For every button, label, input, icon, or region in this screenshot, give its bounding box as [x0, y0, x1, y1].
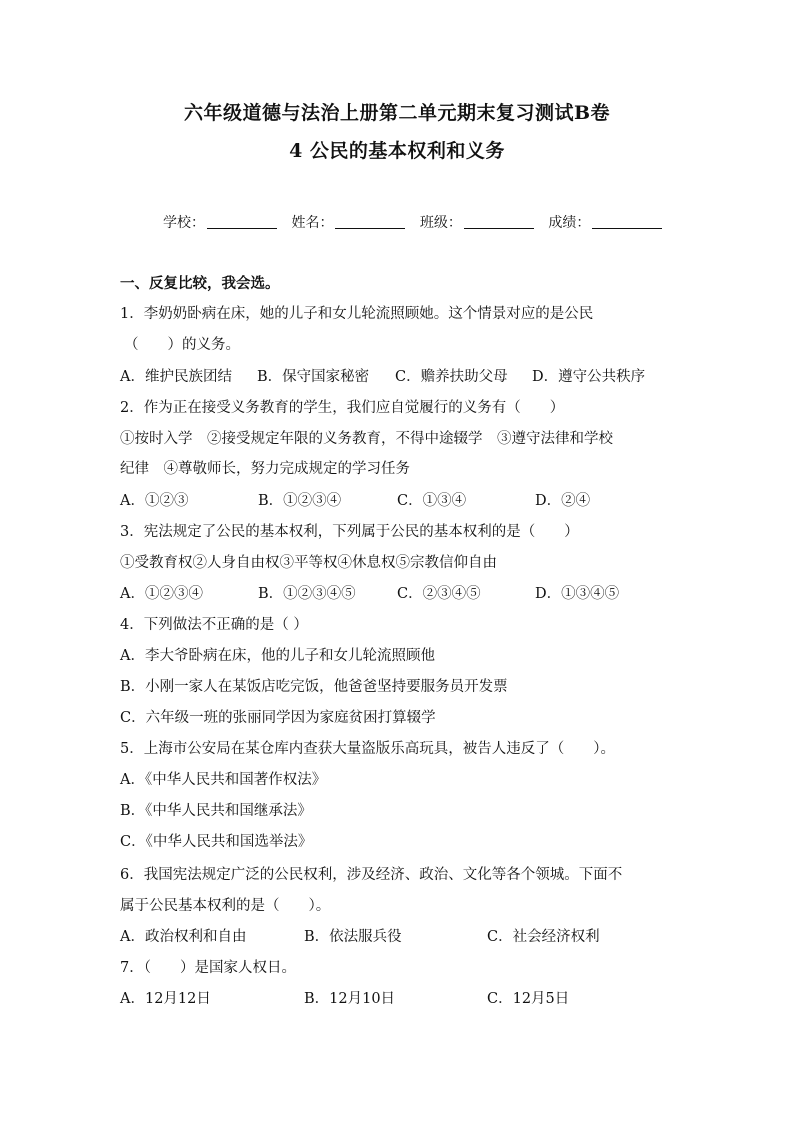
q7-stem: 7．（ ）是国家人权日。 [120, 960, 296, 976]
q2-option-b: B．①②③④ [258, 493, 342, 509]
q1-stem: 1．李奶奶卧病在床，她的儿子和女儿轮流照顾她。这个情景对应的是公民 [120, 306, 594, 322]
name-blank [335, 214, 405, 229]
q6-option-a: A．政治权利和自由 [120, 929, 247, 945]
class-field: 班级： [420, 212, 534, 232]
q6-stem: 6．我国宪法规定广泛的公民权利，涉及经济、政治、文化等各个领城。下面不 [120, 867, 623, 883]
q7-option-b: B．12月10日 [304, 991, 396, 1007]
q4-stem: 4．下列做法不正确的是（ ） [120, 617, 308, 633]
page-subtitle: 4 公民的基本权利和义务 [289, 140, 505, 162]
score-field: 成绩： [548, 212, 662, 232]
school-field: 学校： [163, 212, 277, 232]
q3-option-d: D．①③④⑤ [535, 586, 620, 602]
student-info-row [163, 212, 672, 232]
score-blank [592, 214, 662, 229]
q3-option-a: A．①②③④ [120, 586, 203, 602]
q3-option-b: B．①②③④⑤ [258, 586, 356, 602]
q5-option-a: A．《中华人民共和国著作权法》 [120, 772, 327, 788]
q1-option-c: C．赡养扶助父母 [395, 369, 508, 385]
q2-option-c: C．①③④ [397, 493, 467, 509]
q7-option-c: C．12月5日 [487, 991, 570, 1007]
q3-stem: 3．宪法规定了公民的基本权利，下列属于公民的基本权利的是（ ） [120, 524, 579, 540]
class-blank [464, 214, 534, 229]
q7-option-a: A．12月12日 [120, 991, 211, 1007]
q4-option-c: C．六年级一班的张丽同学因为家庭贫困打算辍学 [120, 710, 436, 726]
q7-options [120, 987, 569, 1008]
q1-stem-cont: （ ）的义务。 [124, 337, 240, 353]
q2-stem-cont2: 纪律 ④尊敬师长，努力完成规定的学习任务 [120, 461, 410, 477]
school-blank [207, 214, 277, 229]
q2-stem: 2．作为正在接受义务教育的学生，我们应自觉履行的义务有（ ） [120, 400, 565, 416]
q4-option-b: B．小刚一家人在某饭店吃完饭，他爸爸坚持要服务员开发票 [120, 679, 508, 695]
q6-option-b: B．依法服兵役 [304, 929, 402, 945]
q6-stem-cont: 属于公民基本权利的是（ ）。 [120, 898, 331, 914]
q2-option-d: D．②④ [535, 493, 591, 509]
q2-stem-cont: ①按时入学 ②接受规定年限的义务教育，不得中途辍学 ③遵守法律和学校 [120, 431, 613, 447]
q1-option-a: A．维护民族团结 [120, 369, 232, 385]
q6-option-c: C．社会经济权利 [487, 929, 600, 945]
q2-option-a: A．①②③ [120, 493, 189, 509]
q2-options [120, 489, 590, 510]
q1-options [120, 365, 645, 386]
q6-options [120, 925, 600, 946]
q3-stem-cont: ①受教育权②人身自由权③平等权④休息权⑤宗教信仰自由 [120, 555, 497, 571]
q5-option-b: B．《中华人民共和国继承法》 [120, 803, 312, 819]
q1-option-b: B．保守国家秘密 [257, 369, 370, 385]
page-title: 六年级道德与法治上册第二单元期末复习测试B卷 [183, 102, 611, 124]
q1-option-d: D．遵守公共秩序 [532, 369, 646, 385]
q3-options [120, 582, 619, 603]
section-heading: 一、反复比较，我会选。 [120, 275, 280, 292]
q3-option-c: C．②③④⑤ [397, 586, 481, 602]
q5-stem: 5．上海市公安局在某仓库内查获大量盗版乐高玩具，被告人违反了（ ）。 [120, 741, 615, 757]
q5-option-c: C．《中华人民共和国选举法》 [120, 834, 313, 850]
q4-option-a: A．李大爷卧病在床，他的儿子和女儿轮流照顾他 [120, 648, 435, 664]
name-field: 姓名： [291, 212, 405, 232]
